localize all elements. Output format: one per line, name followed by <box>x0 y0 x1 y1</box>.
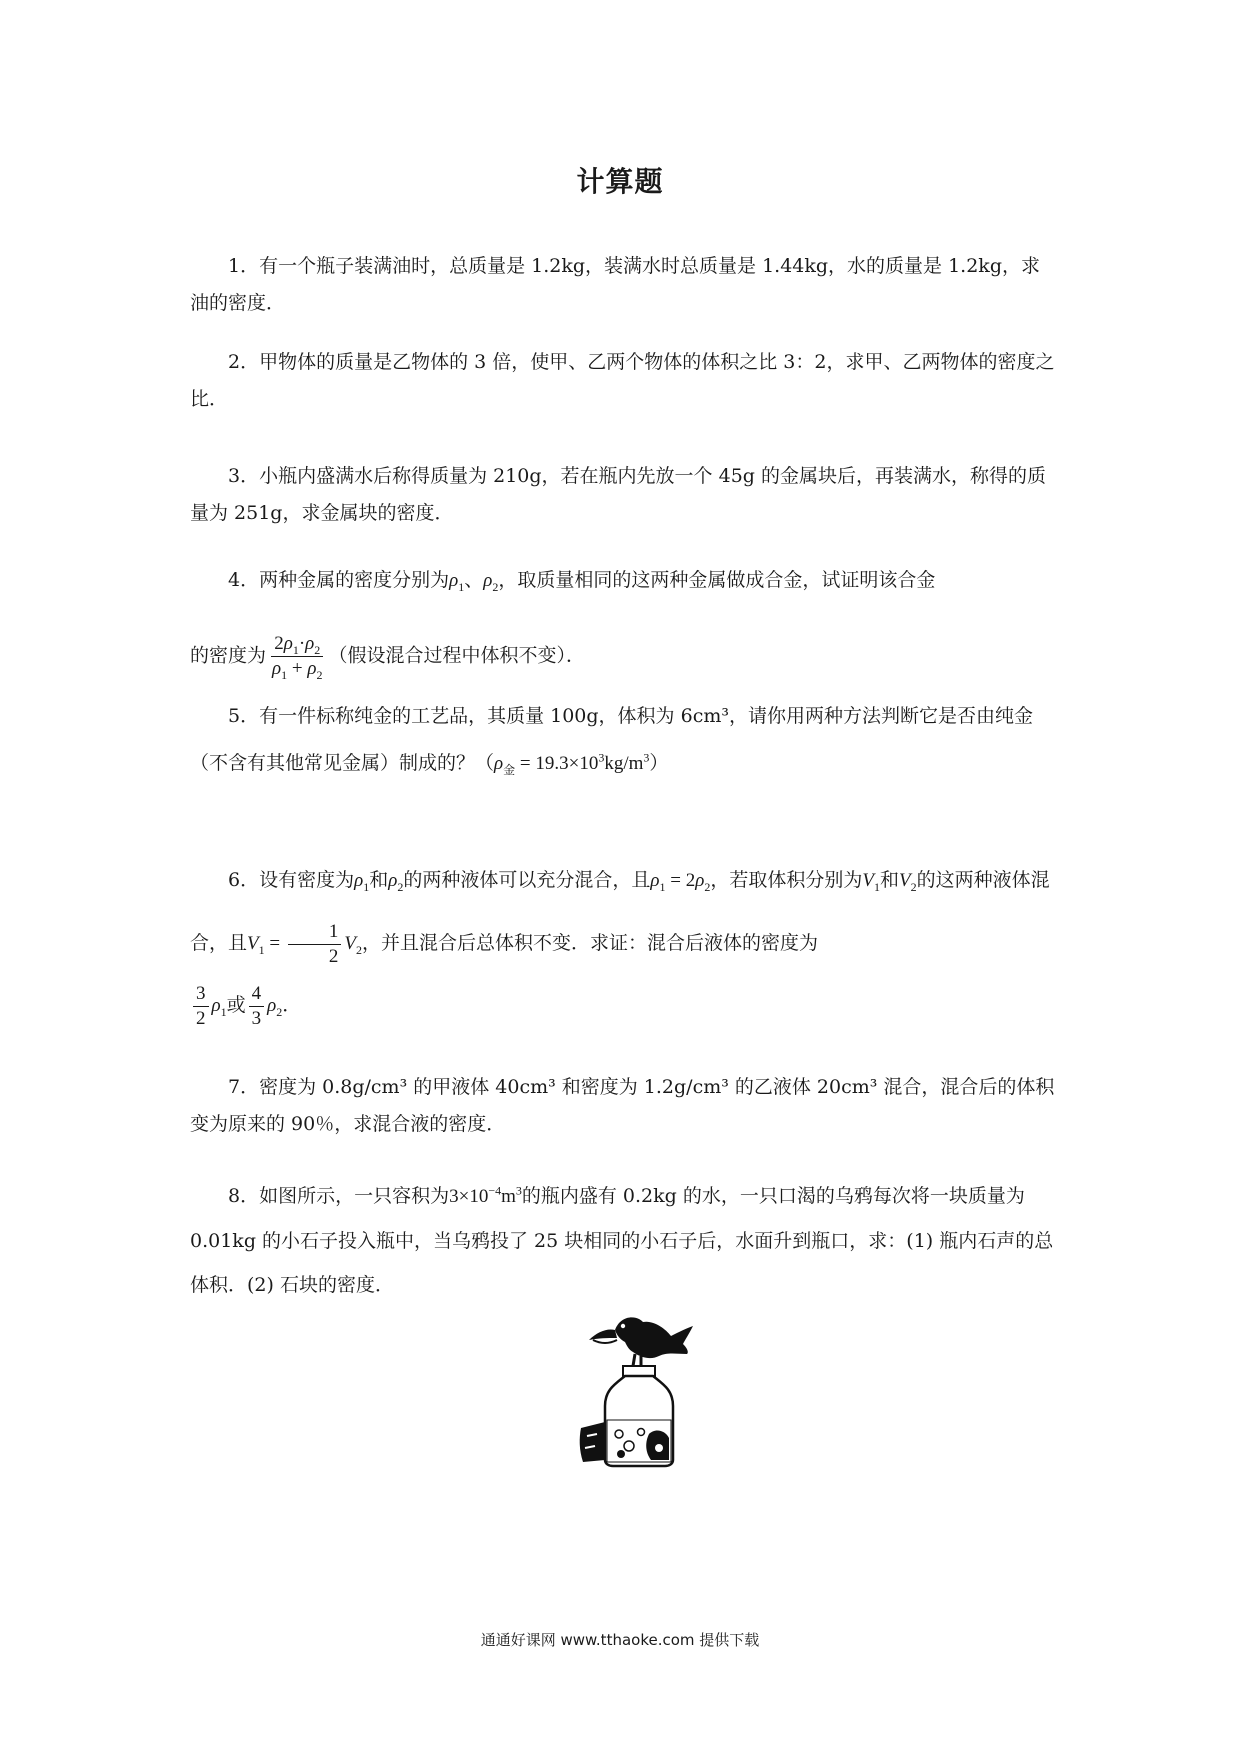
problem-text: ，并且混合后总体积不变．求证：混合后液体的密度为 <box>361 932 818 954</box>
problem-5 <box>190 693 1058 787</box>
problem-8 <box>190 1174 1058 1307</box>
math-rho1: $\rho_1$ <box>449 570 465 594</box>
problem-text: 的密度为 <box>190 644 267 667</box>
math-rho2: $\rho_2$ <box>483 570 499 594</box>
problem-4 <box>190 556 1058 680</box>
problem-text: （假设混合过程中体积不变）． <box>328 644 585 667</box>
page-title: 计算题 <box>576 165 664 198</box>
math-three-halves-rho1: $\frac{3}{2}$ $\rho_1$ <box>190 995 227 1016</box>
alloy-density-fraction: $\frac{2\rho_1\cdot\rho_2}{\rho_1 + \rho_2}$ <box>272 633 323 682</box>
problem-6 <box>190 849 1058 1036</box>
problem-2 <box>190 344 1058 418</box>
problem-text: ，取质量相同的这两种金属做成合金，试证明该合金 <box>498 569 936 591</box>
dunhao: 、 <box>464 569 484 591</box>
math-v1: $V_1$ <box>862 870 880 894</box>
problem-number: 7． <box>228 1076 260 1098</box>
problem-text: 的两种液体可以充分混合，且 <box>403 869 651 891</box>
problem-text: 如图所示，一只容积为 <box>259 1185 450 1207</box>
bottle-volume-formula: $3\times 10^{-4}m^3$ <box>449 1183 522 1207</box>
problem-text: 密度为 0.8g/cm³ 的甲液体 40cm³ 和密度为 1.2g/cm³ 的乙液体 20cm³ 混合，混合后的体积变为原来的 90％，求混合液的密度． <box>190 1076 1055 1135</box>
problem-1 <box>190 248 1058 322</box>
problem-text: ，若取体积分别为 <box>710 869 863 891</box>
problem-text: 和 <box>879 869 899 891</box>
problem-3 <box>190 458 1058 532</box>
problem-number: 3． <box>228 465 260 487</box>
problem-text: 或 <box>226 994 246 1016</box>
problem-text: 的这两种液体混合，且 <box>190 869 1050 954</box>
problem-text: 两种金属的密度分别为 <box>259 569 450 591</box>
problem-text: ． <box>282 994 302 1016</box>
problem-number: 1． <box>228 255 260 277</box>
math-volume-relation: $V_1$ = $\frac{1}{2}$ $V_2$ <box>247 921 362 968</box>
math-v2: $V_2$ <box>899 870 917 894</box>
crow-bottle-icon <box>575 1310 725 1470</box>
math-four-thirds-rho2: $\frac{4}{3}$ $\rho_2$ <box>246 995 283 1016</box>
problem-text: 小瓶内盛满水后称得质量为 210g，若在瓶内先放一个 45g 的金属块后，再装满水，称得的质量为 251g，求金属块的密度． <box>190 465 1046 524</box>
problem-number: 8． <box>228 1185 260 1207</box>
problem-text: ） <box>649 752 669 774</box>
page-footer: 通通好课网 www.tthaoke.com 提供下载 <box>480 1631 760 1649</box>
gold-density-formula: $\rho_金 = 19.3\times 10^3kg/m^3$ <box>494 750 650 777</box>
problem-number: 2． <box>228 351 260 373</box>
problem-text: 有一个瓶子装满油时，总质量是 1.2kg，装满水时总质量是 1.44kg，水的质量是 1.2kg，求油的密度． <box>190 255 1040 314</box>
math-rho2: $\rho_2$ <box>388 870 404 894</box>
problem-text: 有一件标称纯金的工艺品，其质量 100g，体积为 6cm³，请你用两种方法判断它是否由纯金（不含有其他常见金属）制成的？（ <box>190 705 1033 774</box>
problem-number: 6． <box>228 869 260 891</box>
problem-number: 4． <box>228 569 260 591</box>
problem-number: 5． <box>228 705 260 727</box>
problem-7 <box>190 1069 1058 1143</box>
problem-text: 和 <box>369 869 389 891</box>
problem-text: 的瓶内盛有 0.2kg 的水，一只口渴的乌鸦每次将一块质量为 0.01kg 的小石子投入瓶中，当乌鸦投了 25 块相同的小石子后，水面升到瓶口，求：(1) 瓶内石声的总体积．(2) 石块的密度． <box>190 1185 1054 1296</box>
problem-text: 甲物体的质量是乙物体的 3 倍，使甲、乙两个物体的体积之比 3：2，求甲、乙两物体的密度之比． <box>190 351 1055 410</box>
math-rho-relation: $\rho_1 = 2\rho_2$ <box>650 870 711 894</box>
problem-text: 设有密度为 <box>259 869 355 891</box>
math-rho1: $\rho_1$ <box>354 870 370 894</box>
